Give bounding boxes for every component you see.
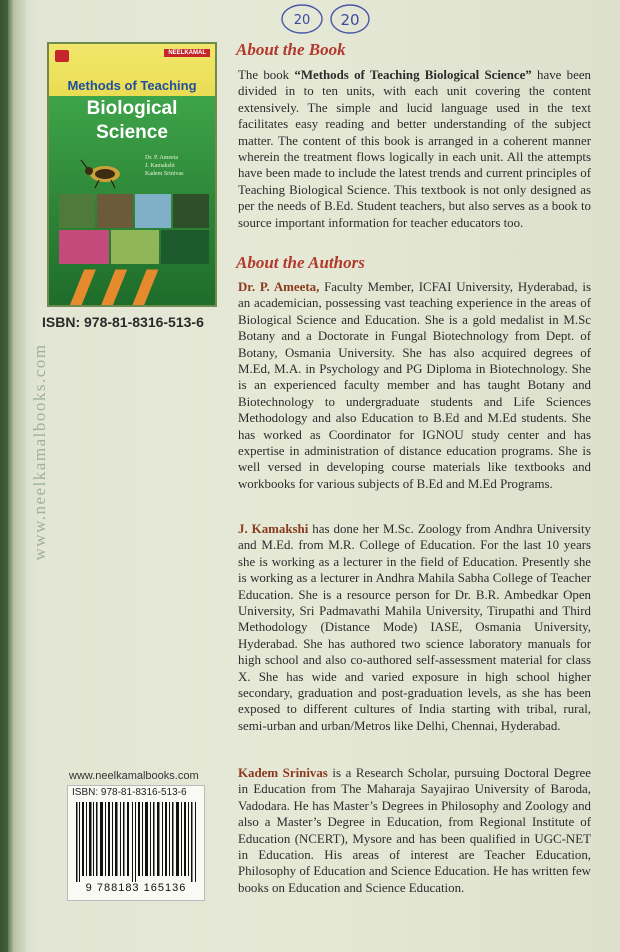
author-bio-text: is a Research Scholar, pursuing Doctoral Degree in Education from The Maharaja Sayajirao University of Baroda, Vadodara. He has Master’s Degrees in Philosophy and Zoology and also a Master’s Degree in Education, from Regional Institute of Education (NCERT), Mysore and has been qualified in UGC-NET in Education. His areas of interest are Teacher Education, Philosophy of Education and Science Education. He has written few books on Education and Science Education. [238,766,591,895]
spine [0,0,26,952]
author-name: Dr. P. Ameeta, [238,280,320,294]
about-book-heading: About the Book [236,40,346,59]
author-bio-text: Faculty Member, ICFAI University, Hyderabad, is an academician, possessing vast teaching experience in the areas of Biological Science and Education. She is a gold medalist in M.Sc Botany and a Doctorate in Fungal Biotechnology from Dept. of Botany, Osmania University. She has also acquired degrees of M.Ed, M.A. in Psychology and PG Diploma in Biotechnology. She is an experienced faculty member and has taught Botany and Biotechnology to undergraduate students and Life Sciences Methodology and also Education to B.Ed and M.Ed students. She has worked as Coordinator for IGNOU study center and has expertise in administration of distance education programs. She is well versed in developing course materials like textbooks and workbooks for various subjects of B.Ed and M.Ed Programs. [238,280,591,491]
about-book-pre: The book [238,68,295,82]
front-cover-thumbnail [47,42,217,307]
thumb-authors [145,154,215,178]
barcode-sticker [67,785,205,901]
isbn-label: ISBN: 978-81-8316-513-6 [42,314,204,330]
about-book-paragraph [238,67,591,231]
author-bio [238,765,591,896]
barcode-isbn: ISBN: 978-81-8316-513-6 [72,787,187,798]
thumb-title-line2: Biological [86,98,178,119]
barcode-number: 9 788183 165136 [85,882,187,894]
pencil-marks [278,2,378,36]
author-bio [238,279,591,492]
author-name: Kadem Srinivas [238,766,328,780]
about-book-body: have been divided in to ten units, with each unit covering the content extensively. The simple and lucid language used in the text facilitates easy reading and better understanding of the subject matter. The content of this book is arranged in a coherent manner wherein the treatment flows logically in each unit. All the attempts have been made to include the latest trends and current principles of Teaching Biological Science. This textbook is not only designed as per the needs of B.Ed. Student teachers, but also serves as a book to source important information for teacher educators too. [238,68,591,230]
barcode-icon [74,802,200,882]
vertical-website-text: www.neelkamalbooks.com [30,343,49,561]
thumb-photo-collage [59,194,209,264]
thumb-title-line3: Science [96,122,168,143]
thumb-publisher: NEELKAMAL [164,49,210,57]
pencil-mark-2: 20 [340,11,360,29]
beetle-icon [79,156,129,190]
book-title-inline: “Methods of Teaching Biological Science” [294,68,532,82]
thumb-stripes [49,269,215,307]
barcode-website: www.neelkamalbooks.com [69,770,199,782]
author-bio-text: has done her M.Sc. Zoology from Andhra University and M.Ed. from M.R. College of Education. For the last 10 years she is working as a lecturer in the field of Education. Presently she is working as a lecturer in Andhra Mahila Sabha College of Teacher Education. She is a resource person for Dr. B.R. Ambedkar Open University, Sri Padmavathi Mahila University, Tirupathi and Third Methodology (Distance Mode) IASE, Osmania University, Hyderabad. She has authored two science laboratory manuals for high school and also co-authored self-assessment material for class X. She has wide and varied exposure in high school higher secondary, graduation and post-graduation levels, as she has been exposed to different cultures of India starting with tribal, rural, semi-urban and urban/Metros like Delhi, Chennai, Hyderabad. [238,522,592,733]
publisher-logo-icon [55,50,69,62]
thumb-title-line1: Methods of Teaching [67,78,197,93]
pencil-mark-1: 20 [293,13,311,28]
spine-edge [0,0,8,952]
thumb-author: Dr. P. Ameeta [145,155,178,161]
author-name: J. Kamakshi [238,522,309,536]
author-bio [238,521,591,734]
thumb-author: J. Kamakshi [145,163,175,169]
about-authors-heading: About the Authors [236,253,365,272]
thumb-author: Kadem Srinivas [145,171,184,177]
